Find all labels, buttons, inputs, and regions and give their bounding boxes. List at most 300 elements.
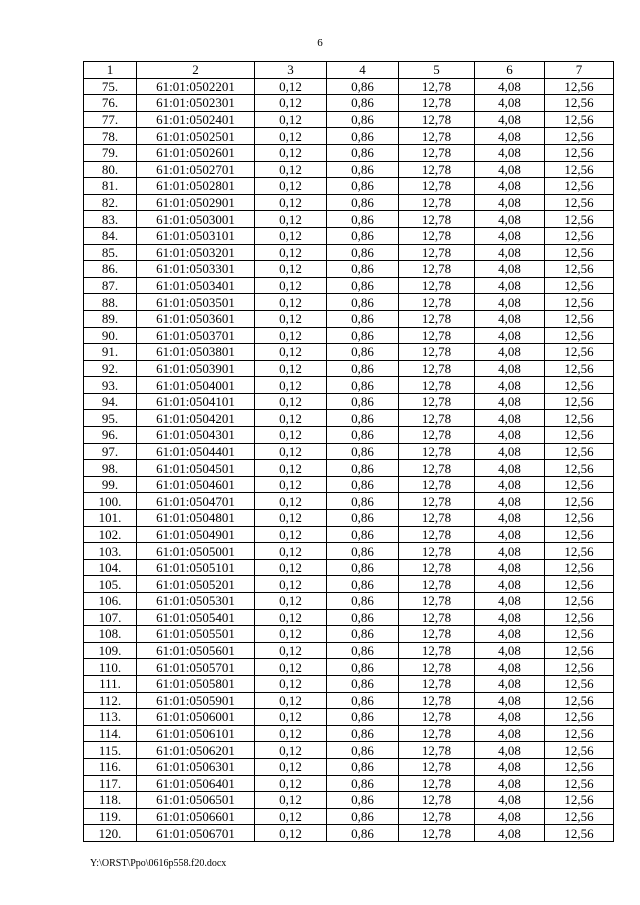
- table-cell: 61:01:0504801: [137, 510, 255, 527]
- table-cell: 0,12: [255, 642, 327, 659]
- table-cell: 0,12: [255, 559, 327, 576]
- table-cell: 115.: [84, 742, 137, 759]
- table-cell: 0,12: [255, 410, 327, 427]
- table-cell: 12,56: [545, 725, 614, 742]
- table-cell: 61:01:0502801: [137, 178, 255, 195]
- table-cell: 0,12: [255, 227, 327, 244]
- table-row: [84, 327, 614, 344]
- table-cell: 12,56: [545, 659, 614, 676]
- table-cell: 0,12: [255, 144, 327, 161]
- table-row: [84, 775, 614, 792]
- table-cell: 4,08: [475, 742, 545, 759]
- table-cell: 12,56: [545, 808, 614, 825]
- table-cell: 83.: [84, 211, 137, 228]
- table-cell: 0,86: [327, 161, 399, 178]
- table-cell: 12,78: [399, 211, 475, 228]
- table-cell: 4,08: [475, 443, 545, 460]
- column-header: 2: [137, 62, 255, 79]
- column-header: 1: [84, 62, 137, 79]
- table-cell: 12,56: [545, 476, 614, 493]
- table-cell: 12,56: [545, 510, 614, 527]
- table-cell: 61:01:0505201: [137, 576, 255, 593]
- table-cell: 61:01:0506701: [137, 825, 255, 842]
- table-cell: 0,12: [255, 609, 327, 626]
- table-cell: 4,08: [475, 725, 545, 742]
- table-cell: 12,78: [399, 427, 475, 444]
- table-cell: 106.: [84, 593, 137, 610]
- table-row: [84, 344, 614, 361]
- table-cell: 0,12: [255, 543, 327, 560]
- table-cell: 104.: [84, 559, 137, 576]
- table-cell: 0,12: [255, 758, 327, 775]
- table-cell: 0,86: [327, 808, 399, 825]
- table-cell: 118.: [84, 792, 137, 809]
- table-cell: 61:01:0504601: [137, 476, 255, 493]
- table-cell: 0,86: [327, 609, 399, 626]
- table-cell: 0,86: [327, 692, 399, 709]
- table-cell: 98.: [84, 460, 137, 477]
- table-cell: 0,12: [255, 825, 327, 842]
- table-cell: 12,78: [399, 95, 475, 112]
- table-cell: 4,08: [475, 211, 545, 228]
- table-cell: 78.: [84, 128, 137, 145]
- table-cell: 4,08: [475, 244, 545, 261]
- table-cell: 12,56: [545, 128, 614, 145]
- table-cell: 61:01:0506301: [137, 758, 255, 775]
- table-cell: 0,86: [327, 709, 399, 726]
- table-cell: 12,78: [399, 742, 475, 759]
- table-cell: 95.: [84, 410, 137, 427]
- table-cell: 0,86: [327, 626, 399, 643]
- table-cell: 0,12: [255, 294, 327, 311]
- table-cell: 116.: [84, 758, 137, 775]
- table-cell: 0,86: [327, 144, 399, 161]
- table-cell: 0,12: [255, 476, 327, 493]
- table-cell: 0,86: [327, 576, 399, 593]
- table-row: [84, 543, 614, 560]
- table-row: [84, 493, 614, 510]
- table-row: [84, 642, 614, 659]
- table-cell: 4,08: [475, 642, 545, 659]
- table-cell: 12,56: [545, 211, 614, 228]
- table-row: [84, 194, 614, 211]
- table-cell: 0,86: [327, 775, 399, 792]
- table-row: [84, 692, 614, 709]
- table-cell: 119.: [84, 808, 137, 825]
- table-cell: 112.: [84, 692, 137, 709]
- table-cell: 4,08: [475, 460, 545, 477]
- table-cell: 96.: [84, 427, 137, 444]
- table-cell: 4,08: [475, 626, 545, 643]
- table-cell: 4,08: [475, 526, 545, 543]
- table-cell: 0,12: [255, 526, 327, 543]
- table-row: [84, 95, 614, 112]
- table-cell: 12,78: [399, 128, 475, 145]
- table-row: [84, 211, 614, 228]
- table-cell: 0,86: [327, 377, 399, 394]
- table-cell: 85.: [84, 244, 137, 261]
- table-cell: 61:01:0506401: [137, 775, 255, 792]
- table-cell: 0,12: [255, 178, 327, 195]
- table-cell: 12,78: [399, 659, 475, 676]
- table-cell: 0,12: [255, 360, 327, 377]
- table-cell: 12,78: [399, 825, 475, 842]
- table-cell: 117.: [84, 775, 137, 792]
- table-cell: 61:01:0503301: [137, 261, 255, 278]
- table-cell: 0,12: [255, 659, 327, 676]
- table-cell: 0,12: [255, 377, 327, 394]
- table-cell: 4,08: [475, 277, 545, 294]
- table-cell: 61:01:0502901: [137, 194, 255, 211]
- table-cell: 4,08: [475, 476, 545, 493]
- table-cell: 4,08: [475, 327, 545, 344]
- table-cell: 0,12: [255, 194, 327, 211]
- table-cell: 0,12: [255, 161, 327, 178]
- table-cell: 76.: [84, 95, 137, 112]
- table-row: [84, 476, 614, 493]
- table-cell: 12,78: [399, 144, 475, 161]
- table-row: [84, 593, 614, 610]
- table-cell: 108.: [84, 626, 137, 643]
- table-cell: 4,08: [475, 95, 545, 112]
- table-cell: 0,12: [255, 78, 327, 95]
- table-cell: 91.: [84, 344, 137, 361]
- table-cell: 0,12: [255, 808, 327, 825]
- table-cell: 4,08: [475, 377, 545, 394]
- table-row: [84, 294, 614, 311]
- table-cell: 4,08: [475, 559, 545, 576]
- table-cell: 0,12: [255, 576, 327, 593]
- table-cell: 0,86: [327, 211, 399, 228]
- table-cell: 0,12: [255, 692, 327, 709]
- table-body: [84, 78, 614, 841]
- data-table: [83, 61, 614, 842]
- table-cell: 4,08: [475, 709, 545, 726]
- table-row: [84, 78, 614, 95]
- table-cell: 4,08: [475, 261, 545, 278]
- table-row: [84, 427, 614, 444]
- table-cell: 12,78: [399, 609, 475, 626]
- table-cell: 12,56: [545, 178, 614, 195]
- table-cell: 0,12: [255, 675, 327, 692]
- table-cell: 94.: [84, 393, 137, 410]
- table-cell: 12,78: [399, 327, 475, 344]
- table-cell: 61:01:0505301: [137, 593, 255, 610]
- table-cell: 12,56: [545, 344, 614, 361]
- table-cell: 0,86: [327, 128, 399, 145]
- table-cell: 12,56: [545, 559, 614, 576]
- table-cell: 12,78: [399, 161, 475, 178]
- table-cell: 12,78: [399, 593, 475, 610]
- table-cell: 12,78: [399, 775, 475, 792]
- table-cell: 0,12: [255, 111, 327, 128]
- table-cell: 0,12: [255, 310, 327, 327]
- table-cell: 61:01:0504501: [137, 460, 255, 477]
- table-cell: 12,78: [399, 393, 475, 410]
- table-row: [84, 742, 614, 759]
- table-header-row: [84, 62, 614, 79]
- table-cell: 0,12: [255, 327, 327, 344]
- table-cell: 4,08: [475, 675, 545, 692]
- table-cell: 107.: [84, 609, 137, 626]
- column-header: 6: [475, 62, 545, 79]
- table-cell: 102.: [84, 526, 137, 543]
- table-cell: 0,12: [255, 128, 327, 145]
- footer-file-path: Y:\ORST\Ppo\0616p558.f20.docx: [90, 858, 227, 869]
- table-cell: 4,08: [475, 78, 545, 95]
- table-cell: 12,78: [399, 244, 475, 261]
- table-cell: 61:01:0505501: [137, 626, 255, 643]
- table-cell: 0,86: [327, 244, 399, 261]
- table-cell: 77.: [84, 111, 137, 128]
- table-cell: 0,12: [255, 211, 327, 228]
- table-cell: 12,56: [545, 543, 614, 560]
- table-cell: 61:01:0502301: [137, 95, 255, 112]
- table-cell: 84.: [84, 227, 137, 244]
- table-cell: 4,08: [475, 344, 545, 361]
- table-row: [84, 443, 614, 460]
- table-cell: 81.: [84, 178, 137, 195]
- table-cell: 61:01:0506001: [137, 709, 255, 726]
- table-cell: 61:01:0506101: [137, 725, 255, 742]
- table-cell: 12,78: [399, 476, 475, 493]
- table-cell: 12,78: [399, 310, 475, 327]
- table-cell: 61:01:0506601: [137, 808, 255, 825]
- table-cell: 0,86: [327, 675, 399, 692]
- table-cell: 12,56: [545, 227, 614, 244]
- table-cell: 4,08: [475, 609, 545, 626]
- table-cell: 12,56: [545, 427, 614, 444]
- table-row: [84, 576, 614, 593]
- table-cell: 12,56: [545, 393, 614, 410]
- table-row: [84, 659, 614, 676]
- table-row: [84, 709, 614, 726]
- table-cell: 89.: [84, 310, 137, 327]
- table-cell: 12,56: [545, 526, 614, 543]
- table-row: [84, 161, 614, 178]
- table-cell: 12,56: [545, 327, 614, 344]
- table-cell: 79.: [84, 144, 137, 161]
- table-cell: 0,86: [327, 543, 399, 560]
- table-cell: 12,78: [399, 277, 475, 294]
- table-cell: 12,56: [545, 642, 614, 659]
- table-cell: 61:01:0504001: [137, 377, 255, 394]
- table-cell: 0,86: [327, 327, 399, 344]
- table-cell: 12,56: [545, 244, 614, 261]
- table-row: [84, 227, 614, 244]
- table-row: [84, 360, 614, 377]
- table-cell: 0,86: [327, 78, 399, 95]
- table-cell: 0,12: [255, 95, 327, 112]
- table-cell: 114.: [84, 725, 137, 742]
- table-row: [84, 410, 614, 427]
- table-cell: 0,86: [327, 825, 399, 842]
- table-cell: 0,86: [327, 194, 399, 211]
- table-cell: 12,78: [399, 559, 475, 576]
- table-cell: 4,08: [475, 194, 545, 211]
- table-cell: 0,86: [327, 510, 399, 527]
- table-cell: 4,08: [475, 310, 545, 327]
- table-cell: 61:01:0502501: [137, 128, 255, 145]
- table-cell: 61:01:0505801: [137, 675, 255, 692]
- table-cell: 0,12: [255, 775, 327, 792]
- table-cell: 0,12: [255, 277, 327, 294]
- table-cell: 4,08: [475, 792, 545, 809]
- table-cell: 4,08: [475, 692, 545, 709]
- table-cell: 0,86: [327, 111, 399, 128]
- table-cell: 0,86: [327, 593, 399, 610]
- table-cell: 0,86: [327, 95, 399, 112]
- table-cell: 12,78: [399, 360, 475, 377]
- table-cell: 12,78: [399, 178, 475, 195]
- table-row: [84, 178, 614, 195]
- table-cell: 12,78: [399, 111, 475, 128]
- table-cell: 111.: [84, 675, 137, 692]
- table-cell: 61:01:0504301: [137, 427, 255, 444]
- table-cell: 0,12: [255, 443, 327, 460]
- table-cell: 12,56: [545, 95, 614, 112]
- table-cell: 4,08: [475, 360, 545, 377]
- table-cell: 109.: [84, 642, 137, 659]
- table-cell: 120.: [84, 825, 137, 842]
- table-cell: 12,78: [399, 261, 475, 278]
- table-cell: 12,78: [399, 526, 475, 543]
- table-cell: 0,86: [327, 261, 399, 278]
- table-cell: 4,08: [475, 825, 545, 842]
- table-cell: 12,78: [399, 510, 475, 527]
- table-cell: 12,78: [399, 377, 475, 394]
- table-cell: 61:01:0505401: [137, 609, 255, 626]
- table-cell: 12,78: [399, 792, 475, 809]
- table-cell: 12,56: [545, 576, 614, 593]
- table-cell: 0,86: [327, 526, 399, 543]
- table-cell: 0,86: [327, 725, 399, 742]
- table-row: [84, 261, 614, 278]
- table-cell: 61:01:0506501: [137, 792, 255, 809]
- table-cell: 103.: [84, 543, 137, 560]
- table-cell: 61:01:0503501: [137, 294, 255, 311]
- table-row: [84, 510, 614, 527]
- column-header: 3: [255, 62, 327, 79]
- table-cell: 4,08: [475, 576, 545, 593]
- table-row: [84, 460, 614, 477]
- table-cell: 0,86: [327, 294, 399, 311]
- table-cell: 0,12: [255, 427, 327, 444]
- table-cell: 4,08: [475, 758, 545, 775]
- table-cell: 61:01:0504401: [137, 443, 255, 460]
- table-cell: 12,56: [545, 78, 614, 95]
- table-row: [84, 825, 614, 842]
- table-cell: 0,12: [255, 261, 327, 278]
- table-cell: 12,78: [399, 576, 475, 593]
- table-cell: 0,86: [327, 310, 399, 327]
- table-cell: 61:01:0504701: [137, 493, 255, 510]
- table-cell: 61:01:0502401: [137, 111, 255, 128]
- table-cell: 0,12: [255, 593, 327, 610]
- table-cell: 12,78: [399, 692, 475, 709]
- table-cell: 12,78: [399, 493, 475, 510]
- table-cell: 12,78: [399, 443, 475, 460]
- table-cell: 12,78: [399, 709, 475, 726]
- table-row: [84, 559, 614, 576]
- table-row: [84, 277, 614, 294]
- table-cell: 12,56: [545, 161, 614, 178]
- table-cell: 0,12: [255, 393, 327, 410]
- table-cell: 0,86: [327, 758, 399, 775]
- table-row: [84, 377, 614, 394]
- table-cell: 12,56: [545, 443, 614, 460]
- table-cell: 61:01:0503901: [137, 360, 255, 377]
- table-cell: 0,12: [255, 344, 327, 361]
- table-cell: 4,08: [475, 510, 545, 527]
- table-cell: 92.: [84, 360, 137, 377]
- table-cell: 12,56: [545, 675, 614, 692]
- table-cell: 12,78: [399, 460, 475, 477]
- table-cell: 99.: [84, 476, 137, 493]
- table-cell: 12,56: [545, 377, 614, 394]
- table-cell: 0,86: [327, 443, 399, 460]
- table-cell: 0,12: [255, 510, 327, 527]
- table-cell: 12,56: [545, 310, 614, 327]
- table-cell: 4,08: [475, 111, 545, 128]
- table-cell: 12,78: [399, 78, 475, 95]
- table-cell: 75.: [84, 78, 137, 95]
- table-cell: 61:01:0503401: [137, 277, 255, 294]
- table-cell: 80.: [84, 161, 137, 178]
- table-cell: 0,12: [255, 709, 327, 726]
- table-cell: 61:01:0505101: [137, 559, 255, 576]
- table-cell: 61:01:0503001: [137, 211, 255, 228]
- table-cell: 61:01:0504201: [137, 410, 255, 427]
- table-row: [84, 111, 614, 128]
- table-cell: 61:01:0503801: [137, 344, 255, 361]
- table-cell: 113.: [84, 709, 137, 726]
- table-cell: 12,78: [399, 808, 475, 825]
- table-cell: 0,86: [327, 642, 399, 659]
- table-cell: 61:01:0504901: [137, 526, 255, 543]
- column-header: 4: [327, 62, 399, 79]
- table-cell: 12,56: [545, 261, 614, 278]
- table-cell: 12,78: [399, 294, 475, 311]
- table-row: [84, 144, 614, 161]
- table-cell: 0,12: [255, 742, 327, 759]
- table-cell: 61:01:0502701: [137, 161, 255, 178]
- table-cell: 87.: [84, 277, 137, 294]
- column-header: 7: [545, 62, 614, 79]
- table-cell: 4,08: [475, 808, 545, 825]
- table-cell: 0,12: [255, 493, 327, 510]
- table-cell: 61:01:0505601: [137, 642, 255, 659]
- table-cell: 4,08: [475, 144, 545, 161]
- table-cell: 12,56: [545, 593, 614, 610]
- table-cell: 0,86: [327, 742, 399, 759]
- table-cell: 12,78: [399, 626, 475, 643]
- table-cell: 12,78: [399, 725, 475, 742]
- table-cell: 61:01:0506201: [137, 742, 255, 759]
- table-cell: 0,86: [327, 792, 399, 809]
- table-cell: 12,56: [545, 609, 614, 626]
- table-cell: 4,08: [475, 775, 545, 792]
- table-cell: 12,56: [545, 792, 614, 809]
- table-row: [84, 808, 614, 825]
- table-row: [84, 675, 614, 692]
- table-cell: 12,56: [545, 360, 614, 377]
- table-cell: 4,08: [475, 161, 545, 178]
- column-header: 5: [399, 62, 475, 79]
- table-row: [84, 609, 614, 626]
- table-cell: 0,12: [255, 725, 327, 742]
- table-cell: 4,08: [475, 593, 545, 610]
